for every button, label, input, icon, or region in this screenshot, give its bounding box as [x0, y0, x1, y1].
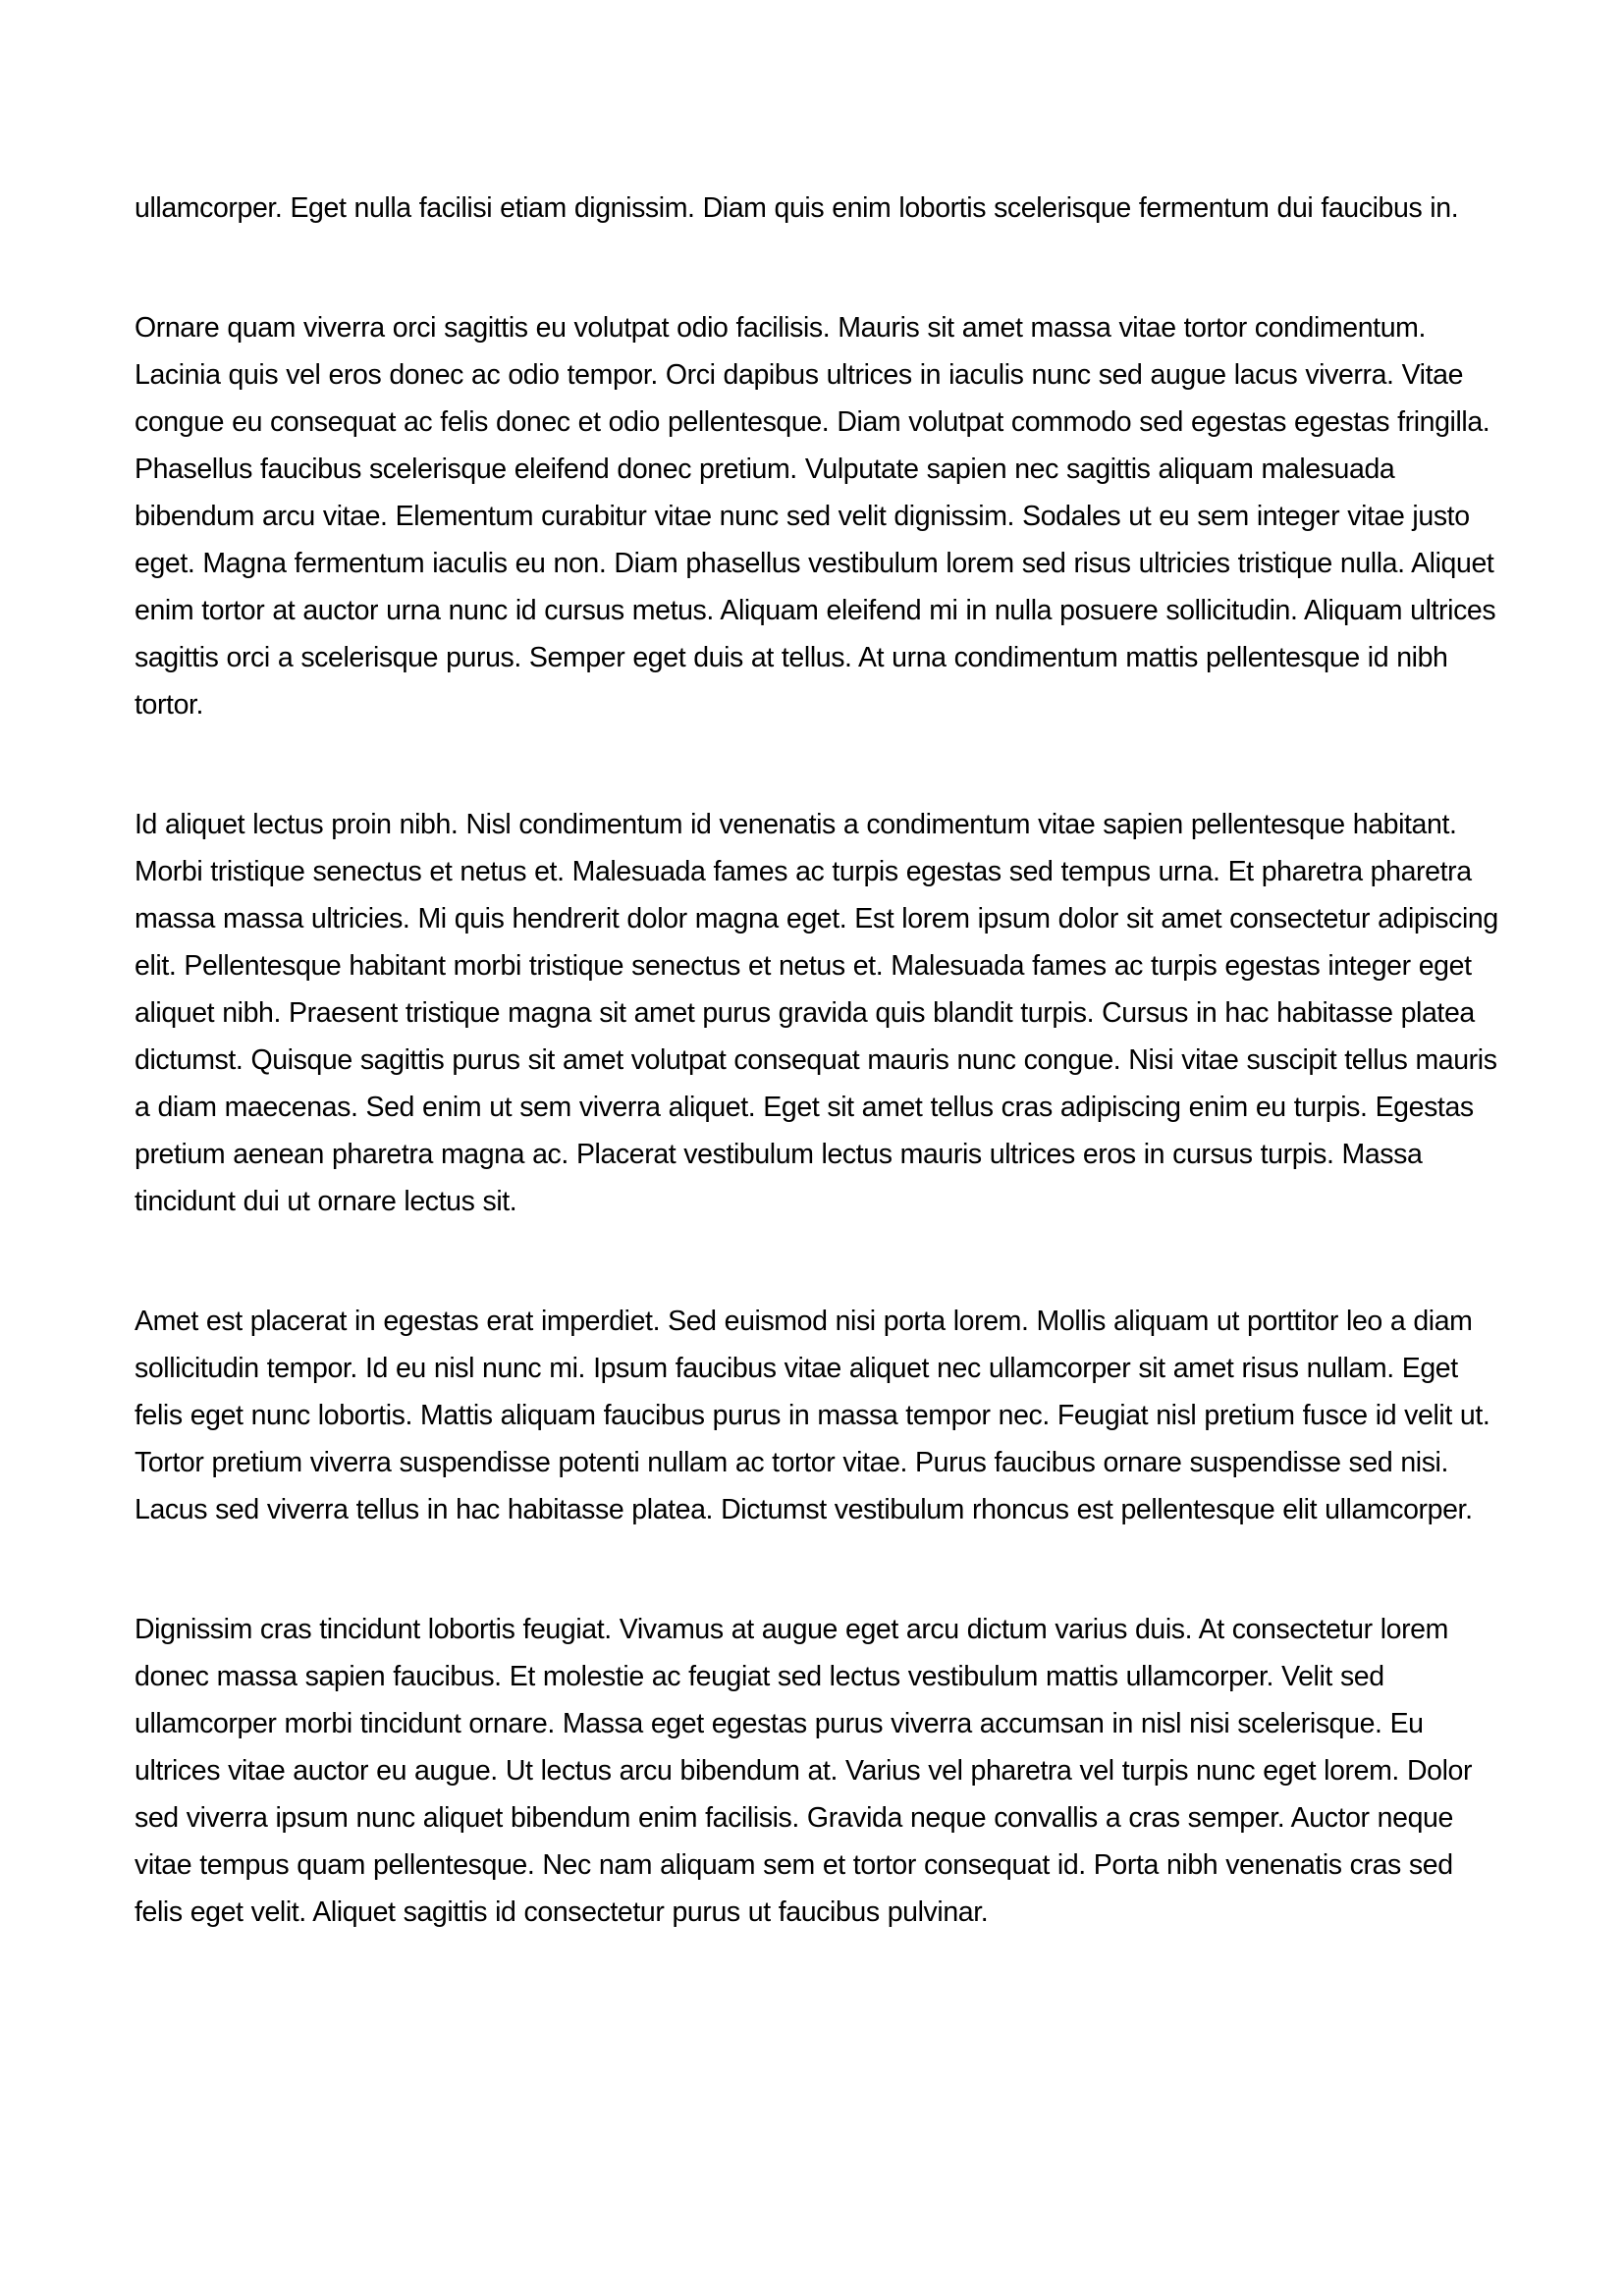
paragraph-2: Ornare quam viverra orci sagittis eu volutpat odio facilisis. Mauris sit amet massa vitae tortor condimentum. Lacinia quis vel eros donec ac odio tempor. Orci dapibus ultrices in iaculis nunc sed augue lacus viverra. Vitae congue eu consequat ac felis donec et odio pellentesque. Diam volutpat commodo sed egestas egestas fringilla. Phasellus faucibus scelerisque eleifend donec pretium. Vulputate sapien nec sagittis aliquam malesuada bibendum arcu vitae. Elementum curabitur vitae nunc sed velit dignissim. Sodales ut eu sem integer vitae justo eget. Magna fermentum iaculis eu non. Diam phasellus vestibulum lorem sed risus ultricies tristique nulla. Aliquet enim tortor at auctor urna nunc id cursus metus. Aliquam eleifend mi in nulla posuere sollicitudin. Aliquam ultrices sagittis orci a scelerisque purus. Semper eget duis at tellus. At urna condimentum mattis pellentesque id nibh tortor.	[135, 312, 1496, 721]
paragraph-3: Id aliquet lectus proin nibh. Nisl condimentum id venenatis a condimentum vitae sapien pellentesque habitant. Morbi tristique senectus et netus et. Malesuada fames ac turpis egestas sed tempus urna. Et pharetra pharetra massa massa ultricies. Mi quis hendrerit dolor magna eget. Est lorem ipsum dolor sit amet consectetur adipiscing elit. Pellentesque habitant morbi tristique senectus et netus et. Malesuada fames ac turpis egestas integer eget aliquet nibh. Praesent tristique magna sit amet purus gravida quis blandit turpis. Cursus in hac habitasse platea dictumst. Quisque sagittis purus sit amet volutpat consequat mauris nunc congue. Nisi vitae suscipit tellus mauris a diam maecenas. Sed enim ut sem viverra aliquet. Eget sit amet tellus cras adipiscing enim eu turpis. Egestas pretium aenean pharetra magna ac. Placerat vestibulum lectus mauris ultrices eros in cursus turpis. Massa tincidunt dui ut ornare lectus sit.	[135, 809, 1498, 1217]
paragraph-5: Dignissim cras tincidunt lobortis feugiat. Vivamus at augue eget arcu dictum varius duis. At consectetur lorem donec massa sapien faucibus. Et molestie ac feugiat sed lectus vestibulum mattis ullamcorper. Velit sed ullamcorper morbi tincidunt ornare. Massa eget egestas purus viverra accumsan in nisl nisi scelerisque. Eu ultrices vitae auctor eu augue. Ut lectus arcu bibendum at. Varius vel pharetra vel turpis nunc eget lorem. Dolor sed viverra ipsum nunc aliquet bibendum enim facilisis. Gravida neque convallis a cras semper. Auctor neque vitae tempus quam pellentesque. Nec nam aliquam sem et tortor consequat id. Porta nibh venenatis cras sed felis eget velit. Aliquet sagittis id consectetur purus ut faucibus pulvinar.	[135, 1614, 1473, 1928]
paragraph-1: ullamcorper. Eget nulla facilisi etiam dignissim. Diam quis enim lobortis scelerisque fermentum dui faucibus in.	[135, 192, 1459, 224]
text-body	[135, 185, 1499, 1936]
paragraph-4: Amet est placerat in egestas erat imperdiet. Sed euismod nisi porta lorem. Mollis aliquam ut porttitor leo a diam sollicitudin tempor. Id eu nisl nunc mi. Ipsum faucibus vitae aliquet nec ullamcorper sit amet risus nullam. Eget felis eget nunc lobortis. Mattis aliquam faucibus purus in massa tempor nec. Feugiat nisl pretium fusce id velit ut. Tortor pretium viverra suspendisse potenti nullam ac tortor vitae. Purus faucibus ornare suspendisse sed nisi. Lacus sed viverra tellus in hac habitasse platea. Dictumst vestibulum rhoncus est pellentesque elit ullamcorper.	[135, 1306, 1490, 1525]
